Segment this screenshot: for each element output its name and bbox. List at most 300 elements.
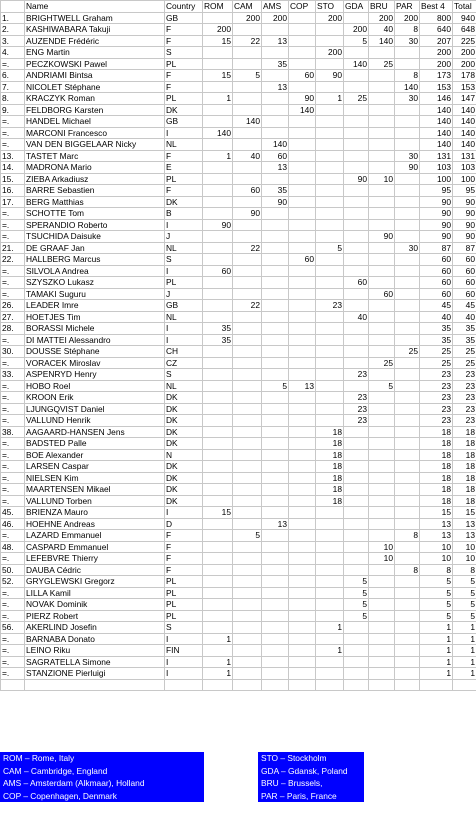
best4-cell: 18 <box>420 495 453 507</box>
total-cell: 45 <box>453 300 476 312</box>
gda-cell <box>344 208 369 220</box>
empty-row <box>1 679 476 691</box>
country-cell: PL <box>165 58 203 70</box>
cam-cell <box>233 81 262 93</box>
bru-cell <box>369 127 395 139</box>
cop-cell <box>289 610 316 622</box>
total-cell: 1 <box>453 645 476 657</box>
gda-cell: 5 <box>344 610 369 622</box>
cam-cell <box>233 553 262 565</box>
cam-cell <box>233 507 262 519</box>
table-row <box>1 449 476 461</box>
gda-cell <box>344 461 369 473</box>
cop-cell: 60 <box>289 254 316 266</box>
total-cell: 95 <box>453 185 476 197</box>
cam-cell: 140 <box>233 116 262 128</box>
table-row <box>1 127 476 139</box>
cop-cell <box>289 116 316 128</box>
total-cell: 18 <box>453 495 476 507</box>
table-row <box>1 415 476 427</box>
table-row <box>1 58 476 70</box>
name-cell: TAMAKI Suguru <box>25 288 165 300</box>
table-row <box>1 150 476 162</box>
cop-cell <box>289 495 316 507</box>
table-row <box>1 530 476 542</box>
table-row <box>1 645 476 657</box>
header-name: Name <box>25 1 165 13</box>
rom-cell: 1 <box>203 668 233 680</box>
best4-cell: 90 <box>420 196 453 208</box>
legend-item: CAM – Cambridge, England <box>3 765 108 776</box>
sto-cell <box>316 587 344 599</box>
gda-cell: 140 <box>344 58 369 70</box>
par-cell <box>395 196 420 208</box>
cop-cell <box>289 81 316 93</box>
table-row <box>1 518 476 530</box>
rom-cell <box>203 196 233 208</box>
cop-cell <box>289 208 316 220</box>
cop-cell <box>289 507 316 519</box>
country-cell: GB <box>165 116 203 128</box>
gda-cell <box>344 357 369 369</box>
country-cell: D <box>165 518 203 530</box>
gda-cell <box>344 254 369 266</box>
ams-cell: 60 <box>262 150 289 162</box>
ams-cell <box>262 403 289 415</box>
total-cell: 5 <box>453 599 476 611</box>
rom-cell <box>203 311 233 323</box>
par-cell <box>395 541 420 553</box>
rom-cell <box>203 12 233 24</box>
table-row <box>1 219 476 231</box>
cop-cell <box>289 219 316 231</box>
total-cell: 1 <box>453 633 476 645</box>
gda-cell <box>344 300 369 312</box>
bru-cell <box>369 70 395 82</box>
table-row <box>1 104 476 116</box>
rom-cell <box>203 645 233 657</box>
rank-cell: =. <box>1 633 25 645</box>
gda-cell <box>344 530 369 542</box>
gda-cell <box>344 633 369 645</box>
gda-cell <box>344 47 369 59</box>
cam-cell <box>233 576 262 588</box>
sto-cell <box>316 357 344 369</box>
name-cell: AAGAARD-HANSEN Jens <box>25 426 165 438</box>
name-cell: NICOLET Stéphane <box>25 81 165 93</box>
name-cell: BRIENZA Mauro <box>25 507 165 519</box>
cop-cell <box>289 173 316 185</box>
best4-cell: 35 <box>420 334 453 346</box>
country-cell: DK <box>165 461 203 473</box>
gda-cell <box>344 81 369 93</box>
rom-cell <box>203 599 233 611</box>
gda-cell <box>344 12 369 24</box>
table-row <box>1 472 476 484</box>
country-cell: I <box>165 656 203 668</box>
gda-cell <box>344 564 369 576</box>
sto-cell: 18 <box>316 438 344 450</box>
gda-cell <box>344 323 369 335</box>
total-cell: 87 <box>453 242 476 254</box>
par-cell <box>395 219 420 231</box>
cam-cell <box>233 323 262 335</box>
table-row <box>1 587 476 599</box>
sto-cell <box>316 58 344 70</box>
sto-cell: 18 <box>316 426 344 438</box>
sto-cell <box>316 334 344 346</box>
best4-cell: 640 <box>420 24 453 36</box>
cop-cell <box>289 162 316 174</box>
total-cell: 18 <box>453 472 476 484</box>
cam-cell <box>233 357 262 369</box>
sto-cell <box>316 185 344 197</box>
par-cell <box>395 622 420 634</box>
table-row <box>1 426 476 438</box>
best4-cell: 131 <box>420 150 453 162</box>
best4-cell: 18 <box>420 438 453 450</box>
par-cell <box>395 357 420 369</box>
par-cell <box>395 231 420 243</box>
name-cell: KROON Erik <box>25 392 165 404</box>
header-bru: BRU <box>369 1 395 13</box>
table-row <box>1 392 476 404</box>
cop-cell <box>289 541 316 553</box>
cop-cell <box>289 346 316 358</box>
bru-cell <box>369 449 395 461</box>
ams-cell: 35 <box>262 185 289 197</box>
rom-cell <box>203 162 233 174</box>
bru-cell <box>369 518 395 530</box>
cop-cell <box>289 426 316 438</box>
table-row <box>1 93 476 105</box>
bru-cell: 25 <box>369 357 395 369</box>
total-cell: 15 <box>453 507 476 519</box>
rom-cell: 15 <box>203 507 233 519</box>
country-cell: F <box>165 185 203 197</box>
name-cell: SAGRATELLA Simone <box>25 656 165 668</box>
total-cell: 648 <box>453 24 476 36</box>
cam-cell <box>233 369 262 381</box>
bru-cell <box>369 323 395 335</box>
rank-cell: 3. <box>1 35 25 47</box>
name-cell: VALLUND Torben <box>25 495 165 507</box>
rank-cell: =. <box>1 277 25 289</box>
bru-cell: 60 <box>369 288 395 300</box>
header-ams: AMS <box>262 1 289 13</box>
country-cell: F <box>165 24 203 36</box>
gda-cell <box>344 553 369 565</box>
total-cell: 5 <box>453 610 476 622</box>
best4-cell: 173 <box>420 70 453 82</box>
par-cell <box>395 208 420 220</box>
name-cell: FELDBORG Karsten <box>25 104 165 116</box>
country-cell: J <box>165 288 203 300</box>
cop-cell <box>289 369 316 381</box>
ams-cell <box>262 231 289 243</box>
cam-cell <box>233 127 262 139</box>
bru-cell <box>369 564 395 576</box>
legend-item: AMS – Amsterdam (Alkmaar), Holland <box>3 778 145 789</box>
par-cell <box>395 656 420 668</box>
gda-cell <box>344 679 369 691</box>
cop-cell <box>289 231 316 243</box>
name-cell: DOUSSE Stéphane <box>25 346 165 358</box>
rom-cell <box>203 185 233 197</box>
legend-left-block <box>0 752 204 802</box>
sto-cell: 1 <box>316 622 344 634</box>
cam-cell: 200 <box>233 12 262 24</box>
best4-cell: 18 <box>420 449 453 461</box>
total-cell: 18 <box>453 461 476 473</box>
rom-cell: 60 <box>203 265 233 277</box>
total-cell: 131 <box>453 150 476 162</box>
country-cell: GB <box>165 12 203 24</box>
sto-cell <box>316 576 344 588</box>
sto-cell <box>316 403 344 415</box>
table-row <box>1 495 476 507</box>
bru-cell <box>369 139 395 151</box>
best4-cell: 140 <box>420 104 453 116</box>
ams-cell <box>262 507 289 519</box>
country-cell: CH <box>165 346 203 358</box>
rom-cell <box>203 541 233 553</box>
best4-cell: 13 <box>420 530 453 542</box>
table-row <box>1 162 476 174</box>
gda-cell: 5 <box>344 587 369 599</box>
cop-cell <box>289 242 316 254</box>
rom-cell <box>203 47 233 59</box>
rank-cell: =. <box>1 403 25 415</box>
bru-cell <box>369 622 395 634</box>
table-row <box>1 633 476 645</box>
par-cell <box>395 449 420 461</box>
ams-cell <box>262 208 289 220</box>
best4-cell: 103 <box>420 162 453 174</box>
best4-cell: 18 <box>420 426 453 438</box>
cam-cell <box>233 484 262 496</box>
best4-cell: 5 <box>420 610 453 622</box>
cop-cell: 140 <box>289 104 316 116</box>
table-row <box>1 564 476 576</box>
best4-cell: 18 <box>420 461 453 473</box>
country-cell: F <box>165 70 203 82</box>
bru-cell <box>369 461 395 473</box>
cop-cell <box>289 288 316 300</box>
rom-cell: 1 <box>203 656 233 668</box>
gda-cell <box>344 507 369 519</box>
name-cell: DE GRAAF Jan <box>25 242 165 254</box>
gda-cell: 23 <box>344 415 369 427</box>
rank-cell: =. <box>1 380 25 392</box>
table-row <box>1 403 476 415</box>
gda-cell: 23 <box>344 403 369 415</box>
total-cell: 18 <box>453 484 476 496</box>
bru-cell <box>369 599 395 611</box>
rank-cell: =. <box>1 392 25 404</box>
par-cell: 8 <box>395 530 420 542</box>
rank-cell <box>1 679 25 691</box>
par-cell <box>395 334 420 346</box>
bru-cell <box>369 196 395 208</box>
cop-cell <box>289 645 316 657</box>
gda-cell <box>344 334 369 346</box>
gda-cell <box>344 426 369 438</box>
gda-cell <box>344 484 369 496</box>
cam-cell <box>233 277 262 289</box>
gda-cell: 60 <box>344 277 369 289</box>
ams-cell <box>262 415 289 427</box>
total-cell: 10 <box>453 541 476 553</box>
par-cell <box>395 668 420 680</box>
best4-cell: 90 <box>420 231 453 243</box>
gda-cell <box>344 242 369 254</box>
cop-cell <box>289 403 316 415</box>
table-row <box>1 231 476 243</box>
bru-cell <box>369 679 395 691</box>
par-cell <box>395 58 420 70</box>
total-cell: 140 <box>453 116 476 128</box>
ams-cell <box>262 300 289 312</box>
ams-cell <box>262 369 289 381</box>
rank-cell: =. <box>1 231 25 243</box>
rank-cell: 17. <box>1 196 25 208</box>
rom-cell <box>203 484 233 496</box>
ams-cell <box>262 392 289 404</box>
par-cell: 140 <box>395 81 420 93</box>
legend-item: ROM – Rome, Italy <box>3 753 75 763</box>
ams-cell <box>262 622 289 634</box>
cam-cell <box>233 656 262 668</box>
par-cell <box>395 173 420 185</box>
total-cell: 23 <box>453 403 476 415</box>
bru-cell <box>369 426 395 438</box>
table-row <box>1 70 476 82</box>
bru-cell <box>369 530 395 542</box>
total-cell: 23 <box>453 369 476 381</box>
cop-cell <box>289 484 316 496</box>
ams-cell <box>262 277 289 289</box>
name-cell <box>25 679 165 691</box>
cam-cell <box>233 599 262 611</box>
name-cell: STANZIONE Pierluigi <box>25 668 165 680</box>
par-cell: 30 <box>395 35 420 47</box>
ams-cell <box>262 438 289 450</box>
cam-cell <box>233 415 262 427</box>
name-cell: AKERLIND Josefin <box>25 622 165 634</box>
table-row <box>1 311 476 323</box>
bru-cell <box>369 587 395 599</box>
par-cell <box>395 104 420 116</box>
rank-cell: 48. <box>1 541 25 553</box>
bru-cell <box>369 150 395 162</box>
cam-cell: 22 <box>233 242 262 254</box>
cop-cell <box>289 300 316 312</box>
table-row <box>1 242 476 254</box>
bru-cell <box>369 242 395 254</box>
bru-cell <box>369 472 395 484</box>
cam-cell: 90 <box>233 208 262 220</box>
best4-cell: 10 <box>420 541 453 553</box>
table-row <box>1 12 476 24</box>
table-row <box>1 622 476 634</box>
total-cell: 90 <box>453 208 476 220</box>
best4-cell: 18 <box>420 484 453 496</box>
ams-cell <box>262 668 289 680</box>
rank-cell: =. <box>1 599 25 611</box>
rank-cell: =. <box>1 139 25 151</box>
cam-cell <box>233 461 262 473</box>
par-cell <box>395 127 420 139</box>
country-cell: FIN <box>165 645 203 657</box>
cam-cell: 60 <box>233 185 262 197</box>
bru-cell: 10 <box>369 173 395 185</box>
bru-cell <box>369 645 395 657</box>
bru-cell <box>369 392 395 404</box>
total-cell: 18 <box>453 449 476 461</box>
cam-cell <box>233 610 262 622</box>
sto-cell <box>316 116 344 128</box>
cop-cell <box>289 472 316 484</box>
rank-cell: =. <box>1 645 25 657</box>
cam-cell <box>233 254 262 266</box>
cam-cell <box>233 472 262 484</box>
ams-cell <box>262 530 289 542</box>
par-cell <box>395 415 420 427</box>
best4-cell: 15 <box>420 507 453 519</box>
table-row <box>1 300 476 312</box>
total-cell: 5 <box>453 587 476 599</box>
best4-cell: 10 <box>420 553 453 565</box>
rank-cell: =. <box>1 58 25 70</box>
total-cell: 103 <box>453 162 476 174</box>
cam-cell <box>233 334 262 346</box>
gda-cell <box>344 449 369 461</box>
rank-cell: =. <box>1 219 25 231</box>
best4-cell: 60 <box>420 265 453 277</box>
rom-cell: 35 <box>203 334 233 346</box>
legend-item: COP – Copenhagen, Denmark <box>3 790 117 801</box>
country-cell: DK <box>165 104 203 116</box>
gda-cell <box>344 162 369 174</box>
par-cell <box>395 323 420 335</box>
par-cell: 90 <box>395 162 420 174</box>
sto-cell <box>316 610 344 622</box>
bru-cell <box>369 208 395 220</box>
ams-cell <box>262 461 289 473</box>
sto-cell <box>316 254 344 266</box>
total-cell: 60 <box>453 254 476 266</box>
rank-cell: 7. <box>1 81 25 93</box>
gda-cell <box>344 104 369 116</box>
best4-cell: 207 <box>420 35 453 47</box>
ams-cell <box>262 311 289 323</box>
sto-cell <box>316 288 344 300</box>
table-row <box>1 254 476 266</box>
header-gda: GDA <box>344 1 369 13</box>
country-cell: PL <box>165 587 203 599</box>
total-cell: 90 <box>453 196 476 208</box>
sto-cell: 1 <box>316 645 344 657</box>
cam-cell: 40 <box>233 150 262 162</box>
rank-cell: =. <box>1 610 25 622</box>
table-row <box>1 610 476 622</box>
cop-cell <box>289 12 316 24</box>
name-cell: DI MATTEI Alessandro <box>25 334 165 346</box>
par-cell <box>395 576 420 588</box>
par-cell <box>395 392 420 404</box>
rank-cell: 22. <box>1 254 25 266</box>
